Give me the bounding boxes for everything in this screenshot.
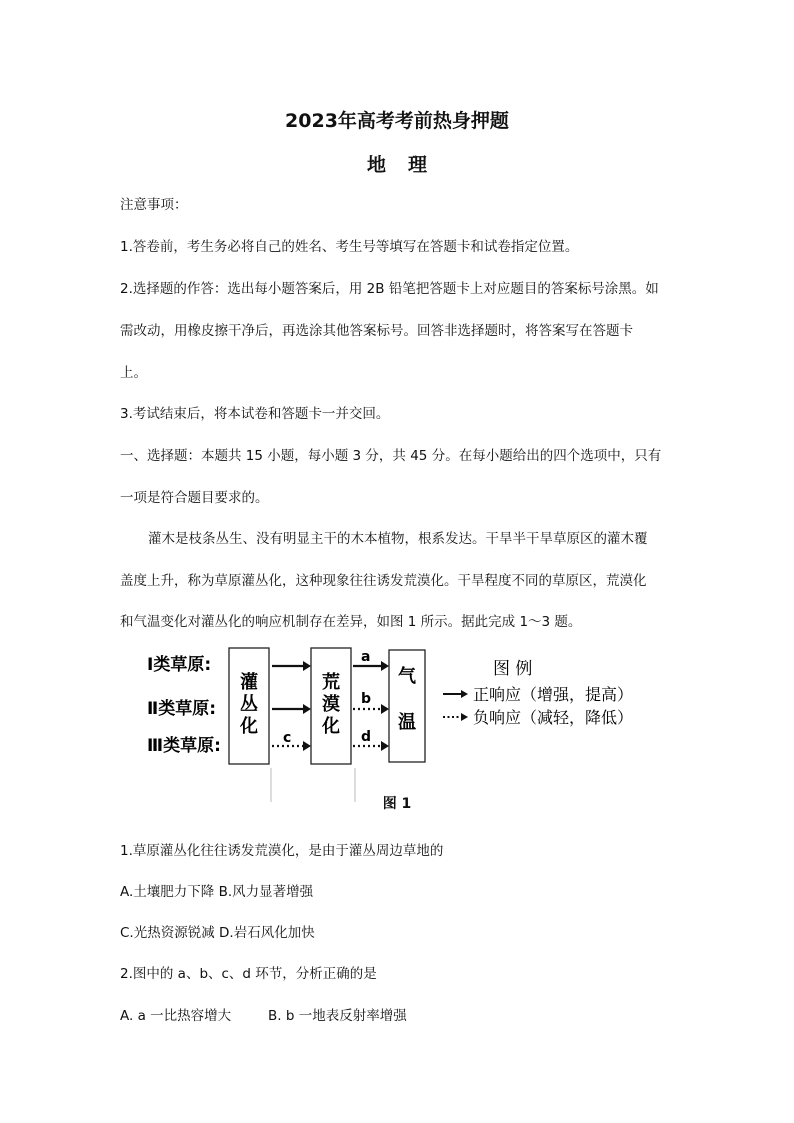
box-3-char-1: 气 [398, 666, 416, 687]
legend-positive-label: 正响应（增强，提高） [473, 685, 634, 704]
legend-title: 图 例 [493, 659, 533, 679]
arrowhead-a [381, 661, 389, 671]
notice-item-2-line-1: 2.选择题的作答：选出每小题答案后，用 2B 铅笔把答题卡上对应题目的答案标号涂黑。如 [120, 281, 659, 297]
label-d: d [361, 729, 372, 745]
question-2-option-b: B. b 一地表反射率增强 [268, 1008, 407, 1024]
arrowhead-row-2 [303, 704, 311, 714]
label-a: a [361, 649, 371, 665]
box-1-char-1: 灌 [240, 672, 258, 693]
notice-item-3: 3.考试结束后，将本试卷和答题卡一并交回。 [120, 406, 390, 422]
material-paragraph-line-1: 灌木是枝条丛生、没有明显主干的木本植物，根系发达。干旱半干旱草原区的灌木覆 [148, 531, 648, 547]
arrowhead-row-1 [303, 661, 311, 671]
box-3-char-2: 温 [398, 712, 416, 733]
legend-negative-label: 负响应（减轻，降低） [473, 708, 634, 727]
box-2-char-3: 化 [322, 716, 340, 737]
box-2-char-1: 荒 [322, 672, 340, 693]
notice-item-2-line-2: 需改动，用橡皮擦干净后，再选涂其他答案标号。回答非选择题时，将答案写在答题卡 [120, 323, 633, 339]
material-paragraph-line-2: 盖度上升，称为草原灌丛化，这种现象往往诱发荒漠化。干旱程度不同的草原区，荒漠化 [120, 573, 647, 589]
section-intro-line-1: 一、选择题：本题共 15 小题，每小题 3 分，共 45 分。在每小题给出的四个选项中，只有 [120, 448, 662, 464]
arrowhead-d [381, 741, 389, 751]
label-c: c [283, 730, 292, 746]
label-b: b [361, 691, 372, 707]
question-1: 1.草原灌丛化往往诱发荒漠化，是由于灌丛周边草地的 [120, 843, 444, 859]
question-1-options-ab: A.土壤肥力下降 B.风力显著增强 [120, 884, 314, 900]
notice-heading: 注意事项： [120, 197, 188, 213]
row-label-type-3: Ⅲ类草原: [147, 736, 221, 756]
subject-title: 地理 [366, 154, 449, 176]
box-1-char-2: 丛 [240, 694, 258, 715]
arrowhead-b [381, 704, 389, 714]
section-intro-line-2: 一项是符合题目要求的。 [120, 490, 269, 506]
box-1-char-3: 化 [240, 716, 258, 737]
figure-caption: 图 1 [382, 796, 412, 812]
notice-item-1: 1.答卷前，考生务必将自己的姓名、考生号等填写在答题卡和试卷指定位置。 [120, 239, 579, 255]
notice-item-2-line-3: 上。 [120, 365, 147, 381]
question-2: 2.图中的 a、b、c、d 环节，分析正确的是 [120, 966, 377, 982]
legend-negative-arrowhead [461, 713, 468, 721]
material-paragraph-line-3: 和气温变化对灌丛化的响应机制存在差异，如图 1 所示。据此完成 1～3 题。 [120, 614, 582, 630]
question-2-option-a: A. a 一比热容增大 [120, 1008, 232, 1024]
row-label-type-2: Ⅱ类草原: [147, 699, 216, 719]
row-label-type-1: Ⅰ类草原: [147, 655, 212, 675]
arrowhead-c [303, 741, 311, 751]
question-1-options-cd: C.光热资源锐减 D.岩石风化加快 [120, 925, 315, 941]
figure-1-diagram [145, 642, 675, 802]
box-2-char-2: 漠 [322, 694, 340, 715]
legend-positive-arrowhead [461, 690, 468, 698]
exam-title: 2023年高考考前热身押题 [285, 110, 509, 132]
